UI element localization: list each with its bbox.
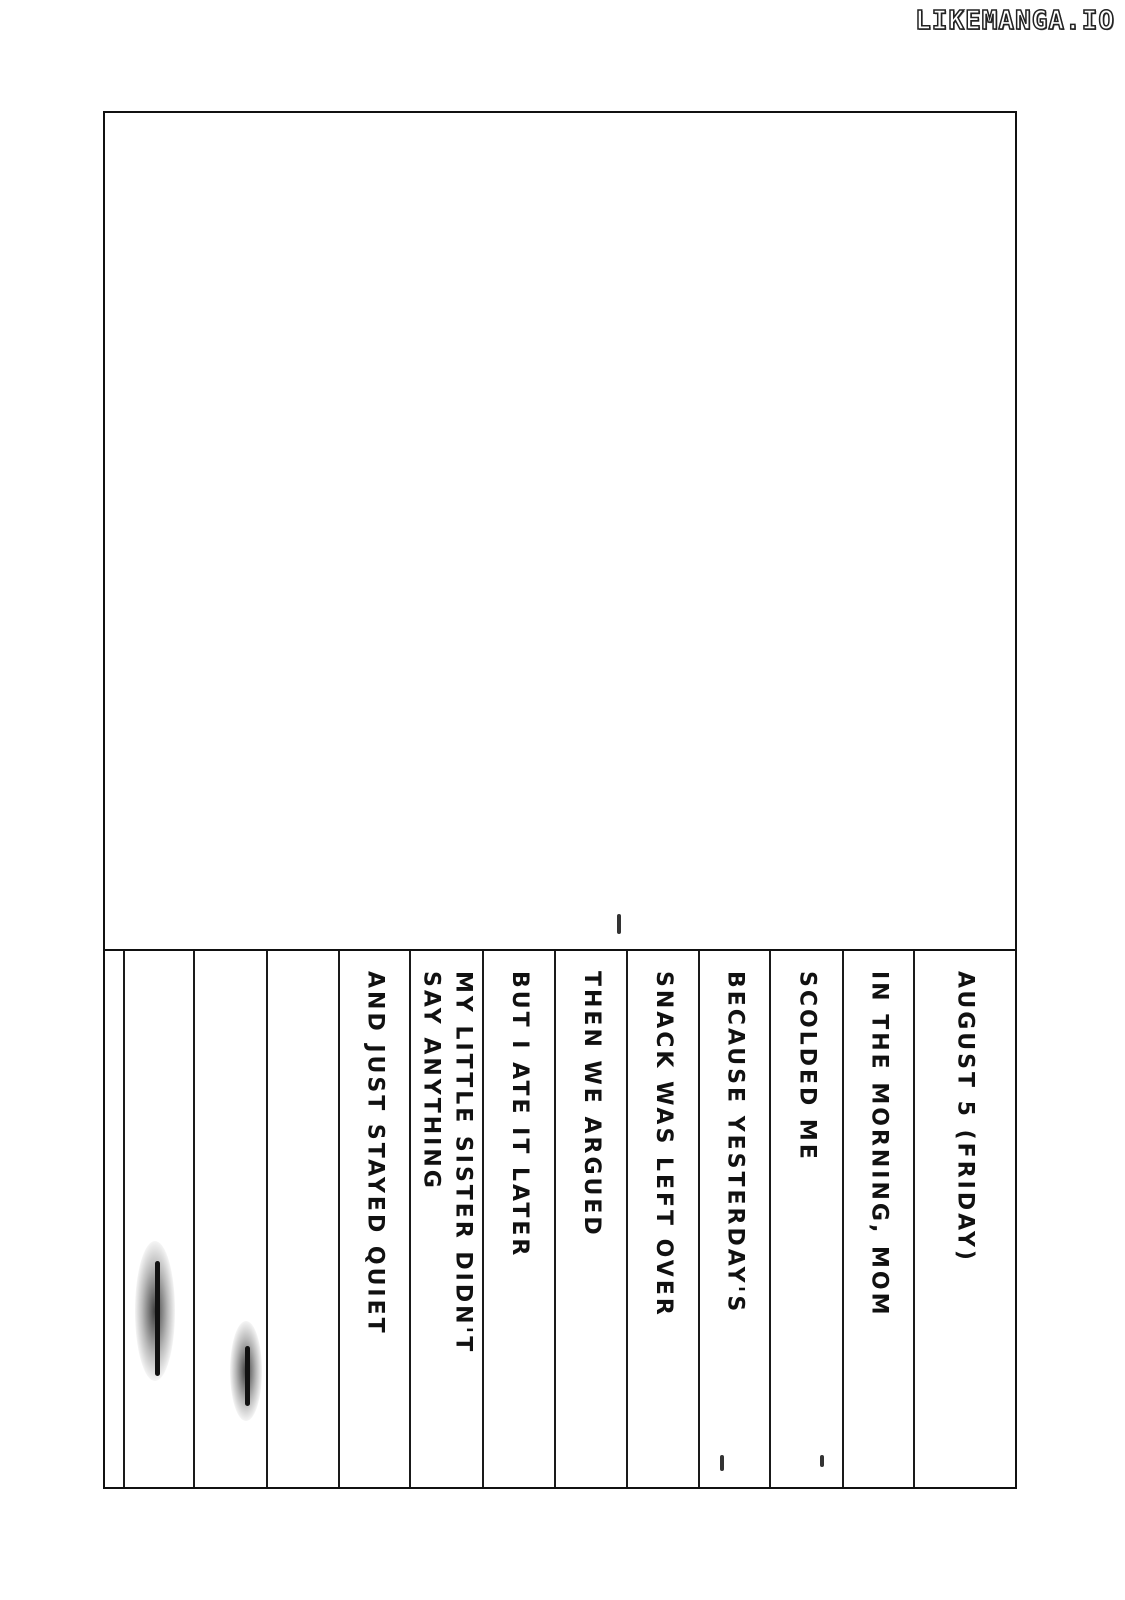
diary-line-1 xyxy=(913,951,1014,1487)
pencil-stroke xyxy=(155,1261,160,1376)
writing-lines xyxy=(105,951,1015,1487)
diary-line-3 xyxy=(769,951,842,1487)
diary-line-4 xyxy=(698,951,769,1487)
diary-line-text: THEN WE ARGUED xyxy=(579,971,604,1238)
diary-line-text: BECAUSE YESTERDAY'S xyxy=(722,971,748,1315)
diary-line-8 xyxy=(409,951,482,1487)
watermark-logo: LIKEMANGA.IO xyxy=(915,6,1115,36)
diary-line-5 xyxy=(626,951,698,1487)
diary-line-text: SCOLDED ME xyxy=(794,971,820,1162)
diary-line-text: AUGUST 5 (FRIDAY) xyxy=(952,971,978,1263)
diary-line-10 xyxy=(266,951,338,1487)
pencil-mark xyxy=(820,1455,824,1467)
diary-line-9 xyxy=(338,951,409,1487)
pencil-stroke xyxy=(245,1346,250,1406)
diary-line-text: SNACK WAS LEFT OVER xyxy=(651,971,676,1318)
diary-page xyxy=(103,111,1017,1489)
diary-line-12 xyxy=(123,951,193,1487)
diary-line-text: IN THE MORNING, MOM xyxy=(866,971,892,1318)
diary-line-13 xyxy=(105,951,123,1487)
pencil-mark xyxy=(617,914,621,934)
diary-line-text: MY LITTLE SISTER DIDN'T SAY ANYTHING xyxy=(418,971,476,1355)
diary-line-text: BUT I ATE IT LATER xyxy=(507,971,532,1259)
diary-line-7 xyxy=(482,951,554,1487)
diary-line-6 xyxy=(554,951,626,1487)
picture-area xyxy=(105,113,1015,951)
pencil-mark xyxy=(720,1455,724,1471)
diary-line-text: AND JUST STAYED QUIET xyxy=(362,971,388,1336)
diary-line-2 xyxy=(842,951,913,1487)
